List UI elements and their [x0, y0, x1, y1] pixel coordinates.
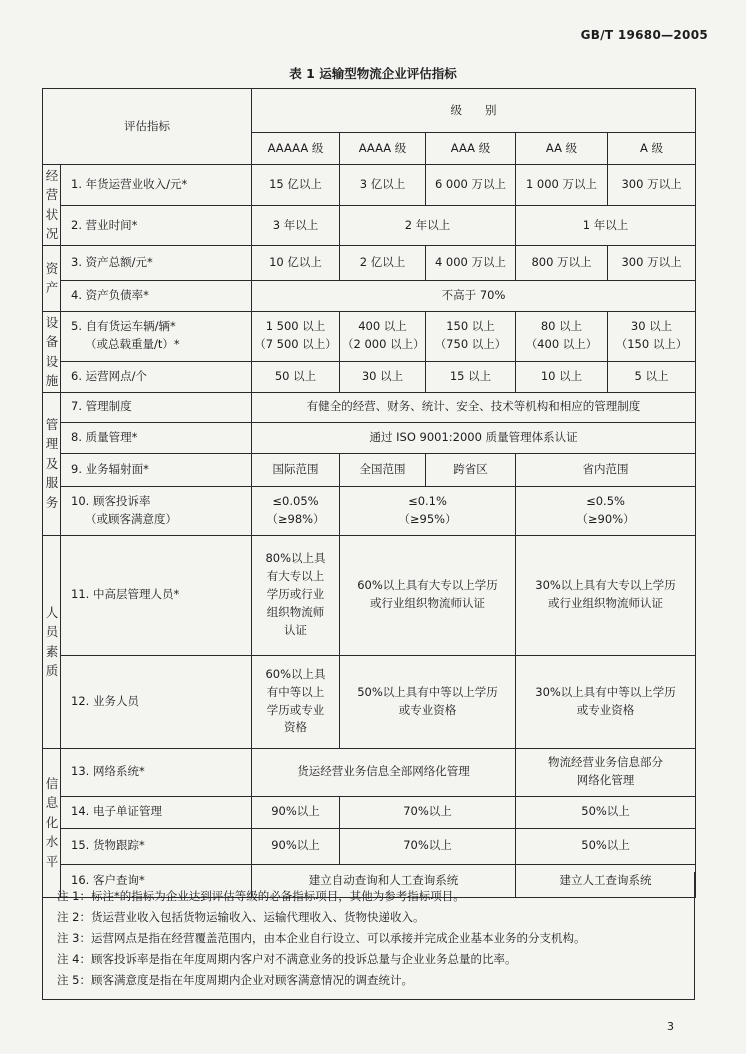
table-cell: 30 以上 [340, 361, 426, 392]
row-label: 16. 客户查询* [61, 864, 252, 897]
table-cell: 通过 ISO 9001:2000 质量管理体系认证 [252, 422, 696, 453]
row-label: 1. 年货运营业收入/元* [61, 165, 252, 206]
table-cell: 省内范围 [516, 453, 696, 486]
table-cell: 全国范围 [340, 453, 426, 486]
table-row [43, 486, 696, 535]
table-cell: 有健全的经营、财务、统计、安全、技术等机构和相应的管理制度 [252, 392, 696, 422]
table-cell: 3 年以上 [252, 206, 340, 245]
notes [42, 872, 695, 1000]
page-number: 3 [667, 1020, 674, 1033]
table-row [43, 422, 696, 453]
table-cell: 10 亿以上 [252, 245, 340, 280]
row-label: 14. 电子单证管理 [61, 796, 252, 828]
table-cell: 6 000 万以上 [426, 165, 516, 206]
level-aa: AA 级 [516, 133, 608, 165]
category-assets: 资产 [43, 245, 61, 311]
category-informatization: 信息化水平 [43, 748, 61, 897]
row-label: 10. 顾客投诉率 （或顾客满意度） [61, 486, 252, 535]
table-cell: 30 以上 （150 以上） [608, 311, 696, 361]
table-row [43, 245, 696, 280]
category-equipment: 设备设施 [43, 311, 61, 392]
table-cell: 50%以上 [516, 796, 696, 828]
row-label: 13. 网络系统* [61, 748, 252, 796]
table-cell: 10 以上 [516, 361, 608, 392]
table-cell: 15 以上 [426, 361, 516, 392]
indicator-header: 评估指标 [43, 89, 252, 165]
table-cell: 1 000 万以上 [516, 165, 608, 206]
row-label: 6. 运营网点/个 [61, 361, 252, 392]
table-cell: 建立人工查询系统 [516, 864, 696, 897]
table-cell: 30%以上具有大专以上学历 或行业组织物流师认证 [516, 535, 696, 655]
note-1: 注 1：标注*的指标为企业达到评估等级的必备指标项目，其他为参考指标项目。 [57, 889, 465, 903]
header-row [43, 89, 696, 133]
note-5: 注 5：顾客满意度是指在年度周期内企业对顾客满意情况的调查统计。 [57, 972, 413, 987]
row-label: 9. 业务辐射面* [61, 453, 252, 486]
table-cell: 300 万以上 [608, 165, 696, 206]
table-cell: 90%以上 [252, 796, 340, 828]
table-row [43, 165, 696, 206]
table-cell: 50 以上 [252, 361, 340, 392]
table-title: 表 1 运输型物流企业评估指标 [289, 66, 457, 81]
table-cell: ≤0.5% （≥90%） [516, 486, 696, 535]
row-label: 2. 营业时间* [61, 206, 252, 245]
table-cell: 70%以上 [340, 796, 516, 828]
level-a: A 级 [608, 133, 696, 165]
table-cell: 1 500 以上 （7 500 以上） [252, 311, 340, 361]
level-aaa: AAA 级 [426, 133, 516, 165]
table-cell: 4 000 万以上 [426, 245, 516, 280]
row-label: 12. 业务人员 [61, 655, 252, 748]
row-label: 15. 货物跟踪* [61, 828, 252, 864]
category-operation: 经营状况 [43, 165, 61, 246]
table-cell: 60%以上具 有中等以上 学历或专业 资格 [252, 655, 340, 748]
table-row [43, 796, 696, 828]
level-header: 级 别 [252, 89, 696, 133]
table-cell: ≤0.1% （≥95%） [340, 486, 516, 535]
table-cell: 2 年以上 [340, 206, 516, 245]
row-label: 3. 资产总额/元* [61, 245, 252, 280]
table-cell: 国际范围 [252, 453, 340, 486]
table-cell: 1 年以上 [516, 206, 696, 245]
table-cell: 不高于 70% [252, 280, 696, 311]
table-cell: 跨省区 [426, 453, 516, 486]
table-cell: 30%以上具有中等以上学历 或专业资格 [516, 655, 696, 748]
category-personnel: 人员素质 [43, 535, 61, 748]
table-cell: 50%以上具有中等以上学历 或专业资格 [340, 655, 516, 748]
table-row [43, 828, 696, 864]
table-cell: 80 以上 （400 以上） [516, 311, 608, 361]
table-cell: 90%以上 [252, 828, 340, 864]
table-row [43, 392, 696, 422]
note-4: 注 4：顾客投诉率是指在年度周期内客户对不满意业务的投诉总量与企业业务总量的比率。 [57, 951, 517, 966]
table-cell: 150 以上 （750 以上） [426, 311, 516, 361]
table-row [43, 206, 696, 245]
table-row [43, 311, 696, 361]
row-label: 8. 质量管理* [61, 422, 252, 453]
table-cell: 货运经营业务信息全部网络化管理 [252, 748, 516, 796]
table-row [43, 748, 696, 796]
row-label: 5. 自有货运车辆/辆* （或总载重量/t）* [61, 311, 252, 361]
table-cell: ≤0.05% （≥98%） [252, 486, 340, 535]
table-cell: 建立自动查询和人工查询系统 [252, 864, 516, 897]
row-label: 4. 资产负债率* [61, 280, 252, 311]
table-cell: 70%以上 [340, 828, 516, 864]
table-cell: 50%以上 [516, 828, 696, 864]
table-cell: 300 万以上 [608, 245, 696, 280]
table-cell: 800 万以上 [516, 245, 608, 280]
level-aaaa: AAAA 级 [340, 133, 426, 165]
level-aaaaa: AAAAA 级 [252, 133, 340, 165]
document-code: GB/T 19680—2005 [580, 28, 708, 42]
table-cell: 3 亿以上 [340, 165, 426, 206]
table-cell: 60%以上具有大专以上学历 或行业组织物流师认证 [340, 535, 516, 655]
table-row [43, 535, 696, 655]
table-row [43, 361, 696, 392]
table-cell: 5 以上 [608, 361, 696, 392]
table-row [43, 280, 696, 311]
note-2: 注 2：货运营业收入包括货物运输收入、运输代理收入、货物快递收入。 [57, 909, 425, 924]
table-row [43, 453, 696, 486]
row-label: 7. 管理制度 [61, 392, 252, 422]
table-cell: 15 亿以上 [252, 165, 340, 206]
table-cell: 80%以上具 有大专以上 学历或行业 组织物流师 认证 [252, 535, 340, 655]
note-3: 注 3：运营网点是指在经营覆盖范围内，由本企业自行设立、可以承接并完成企业基本业务的分支机构。 [57, 930, 586, 945]
table-row [43, 655, 696, 748]
category-management: 管理及服务 [43, 392, 61, 535]
row-label: 11. 中高层管理人员* [61, 535, 252, 655]
evaluation-table [42, 88, 696, 898]
table-cell: 400 以上 （2 000 以上） [340, 311, 426, 361]
table-cell: 物流经营业务信息部分 网络化管理 [516, 748, 696, 796]
table-cell: 2 亿以上 [340, 245, 426, 280]
